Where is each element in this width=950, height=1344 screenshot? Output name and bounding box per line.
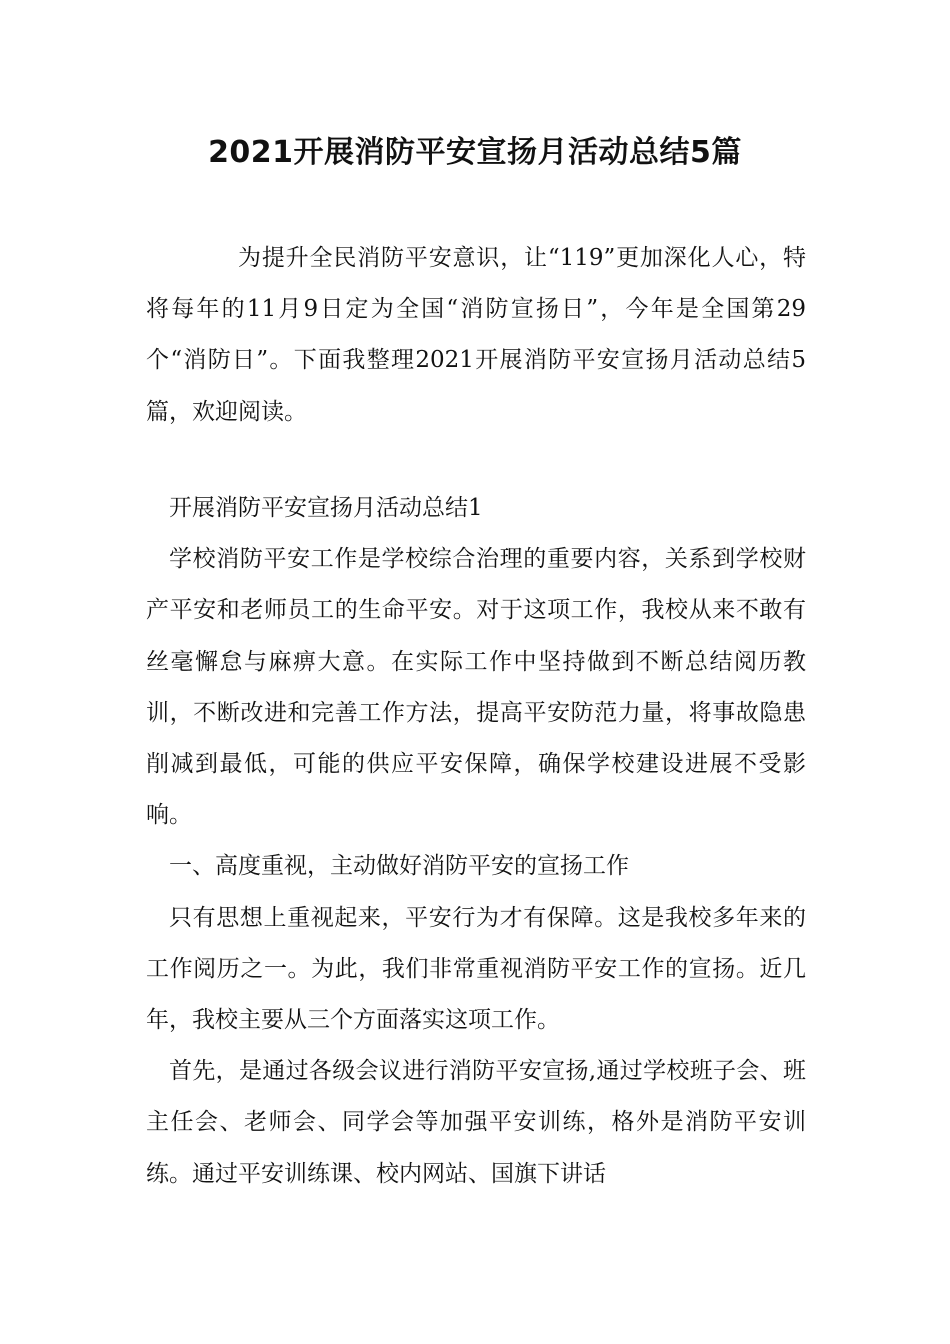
intro-paragraph: 为提升全民消防平安意识，让“119”更加深化人心，特将每年的11月9日定为全国“消防宣扬日”，今年是全国第29个“消防日”。下面我整理2021开展消防平安宣扬月活动总结5篇，欢迎阅读。 bbox=[146, 245, 806, 425]
intro-block bbox=[146, 233, 806, 438]
document-title: 2021开展消防平安宣扬月活动总结5篇 bbox=[208, 135, 742, 170]
paragraph-1: 学校消防平安工作是学校综合治理的重要内容，关系到学校财产平安和老师员工的生命平安。对于这项工作，我校从来不敢有丝毫懈怠与麻痹大意。在实际工作中坚持做到不断总结阅历教训，不断改进和完善工作方法，提高平安防范力量，将事故隐患削减到最低，可能的供应平安保障，确保学校建设进展不受影响。 bbox=[146, 546, 806, 829]
section-heading: 开展消防平安宣扬月活动总结1 bbox=[169, 495, 483, 521]
paragraph-2: 只有思想上重视起来，平安行为才有保障。这是我校多年来的工作阅历之一。为此，我们非常重视消防平安工作的宣扬。近几年，我校主要从三个方面落实这项工作。 bbox=[146, 904, 806, 1034]
main-content bbox=[146, 483, 806, 1200]
paragraph-3: 首先，是通过各级会议进行消防平安宣扬,通过学校班子会、班主任会、老师会、同学会等加强平安训练，格外是消防平安训练。通过平安训练课、校内网站、国旗下讲话 bbox=[146, 1058, 806, 1187]
subheading-1: 一、高度重视，主动做好消防平安的宣扬工作 bbox=[169, 853, 629, 880]
